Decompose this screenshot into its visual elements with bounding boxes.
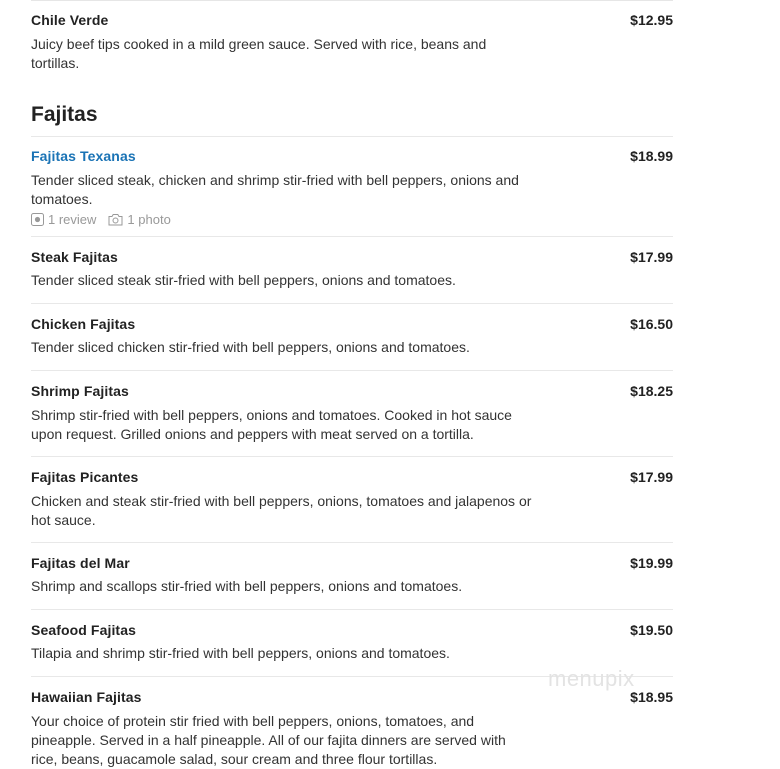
item-price: $18.95 bbox=[630, 689, 673, 705]
item-name: Fajitas Picantes bbox=[31, 469, 139, 485]
item-description: Your choice of protein stir fried with bell peppers, onions, tomatoes, and pineapple. Served in a half pineapple. All of our fajita dinners are served with rice, beans, guacamole salad, sour cream and three flour tortillas. bbox=[31, 713, 506, 767]
item-description: Chicken and steak stir-fried with bell peppers, onions, tomatoes and jalapenos or hot sauce. bbox=[31, 493, 532, 528]
item-meta bbox=[31, 212, 673, 229]
item-price: $17.99 bbox=[630, 469, 673, 485]
item-name: Seafood Fajitas bbox=[31, 622, 136, 638]
menu-item-fajitas-texanas bbox=[31, 137, 673, 236]
watermark-logo: menupix bbox=[548, 666, 635, 691]
item-description: Tender sliced chicken stir-fried with bell peppers, onions and tomatoes. bbox=[31, 339, 470, 355]
item-name: Fajitas del Mar bbox=[31, 555, 130, 571]
item-price: $18.99 bbox=[630, 148, 673, 164]
photos-count: 1 photo bbox=[127, 212, 171, 227]
item-name-link[interactable]: Fajitas Texanas bbox=[31, 148, 136, 164]
menu-item-steak-fajitas bbox=[31, 237, 673, 303]
item-name: Chile Verde bbox=[31, 12, 109, 28]
menu-item-chicken-fajitas bbox=[31, 304, 673, 370]
item-price: $16.50 bbox=[630, 316, 673, 332]
item-description: Tender sliced steak stir-fried with bell peppers, onions and tomatoes. bbox=[31, 272, 456, 288]
item-price: $12.95 bbox=[630, 12, 673, 28]
section-title: Fajitas bbox=[31, 103, 98, 126]
item-price: $17.99 bbox=[630, 249, 673, 265]
item-description: Tilapia and shrimp stir-fried with bell peppers, onions and tomatoes. bbox=[31, 645, 450, 661]
item-price: $19.99 bbox=[630, 555, 673, 571]
item-description: Tender sliced steak, chicken and shrimp stir-fried with bell peppers, onions and tomatoes. bbox=[31, 172, 519, 207]
item-price: $19.50 bbox=[630, 622, 673, 638]
menu-item-shrimp-fajitas bbox=[31, 371, 673, 456]
menu-item-chile-verde bbox=[31, 0, 673, 73]
menu-item-fajitas-picantes bbox=[31, 457, 673, 542]
star-box-icon bbox=[31, 213, 44, 229]
menu-list bbox=[31, 0, 673, 769]
menu-item-fajitas-del-mar bbox=[31, 543, 673, 609]
camera-icon bbox=[108, 213, 123, 229]
section-header bbox=[31, 103, 673, 137]
item-description: Shrimp and scallops stir-fried with bell peppers, onions and tomatoes. bbox=[31, 578, 463, 594]
reviews-count: 1 review bbox=[48, 212, 97, 227]
item-price: $18.25 bbox=[630, 383, 673, 399]
reviews-link[interactable] bbox=[31, 212, 96, 229]
photos-link[interactable] bbox=[108, 212, 170, 229]
item-name: Shrimp Fajitas bbox=[31, 383, 129, 399]
item-description: Shrimp stir-fried with bell peppers, onions and tomatoes. Cooked in hot sauce upon request. Grilled onions and peppers with meat served on a tortilla. bbox=[31, 407, 512, 442]
item-name: Hawaiian Fajitas bbox=[31, 689, 142, 705]
item-name: Steak Fajitas bbox=[31, 249, 118, 265]
item-description: Juicy beef tips cooked in a mild green sauce. Served with rice, beans and tortillas. bbox=[31, 36, 487, 71]
item-name: Chicken Fajitas bbox=[31, 316, 136, 332]
